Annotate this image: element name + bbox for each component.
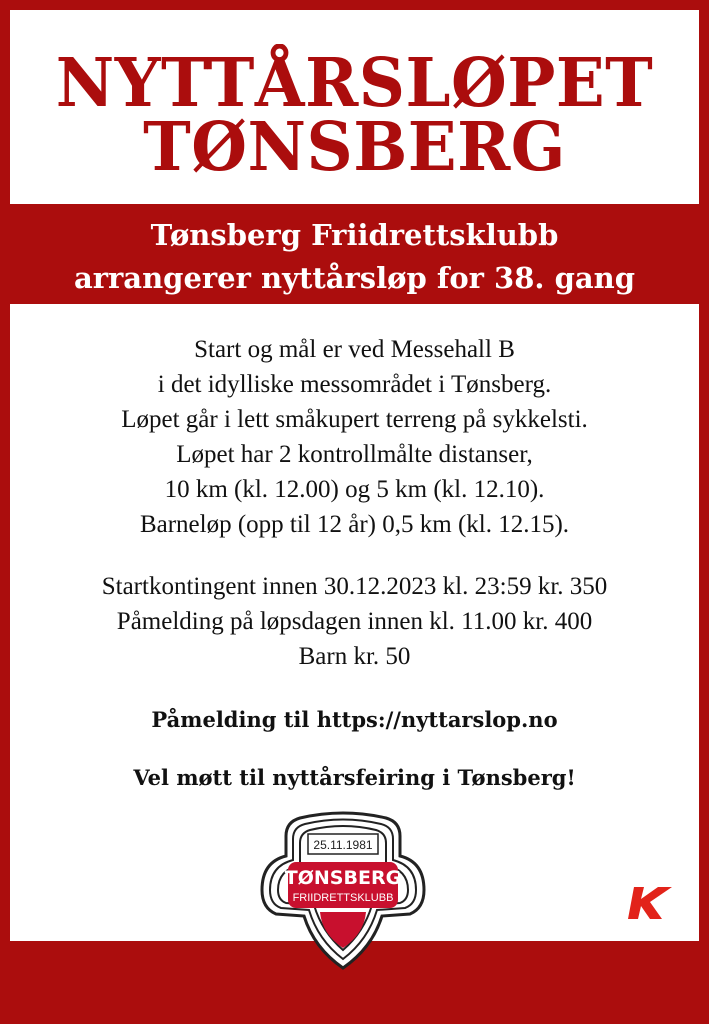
logo-name: TØNSBERG [284,867,402,889]
logo-club: FRIIDRETTSKLUBB [292,892,394,904]
fee-line: Påmelding på løpsdagen innen kl. 11.00 kr. 400 [116,608,593,635]
info-line: 10 km (kl. 12.00) og 5 km (kl. 12.10). [164,476,545,503]
info-line: Løpet går i lett småkupert terreng på sykkelsti. [121,406,588,433]
fee-line: Startkontingent innen 30.12.2023 kl. 23:59 kr. 350 [101,573,608,600]
sponsor-letter: K [626,885,627,886]
banner-line-2: arrangerer nyttårsløp for 38. gang [73,261,636,295]
sponsor-k-logo [626,885,674,921]
info-line: Barneløp (opp til 12 år) 0,5 km (kl. 12.15). [139,511,570,538]
fee-info [0,569,709,674]
banner-line-1: Tønsberg Friidrettsklubb [150,218,559,252]
signup-link[interactable]: Påmelding til https://nyttarslop.no [151,707,558,732]
page-title-line-1: NYTTÅRSLØPET [55,44,654,123]
logo-date: 25.11.1981 [313,838,373,852]
info-line: i det idylliske messområdet i Tønsberg. [157,371,552,398]
club-logo [260,808,426,970]
event-info [0,332,709,542]
page-title-line-2: TØNSBERG [143,108,566,187]
welcome-text: Vel møtt til nyttårsfeiring i Tønsberg! [133,765,576,790]
info-line: Start og mål er ved Messehall B [194,336,515,363]
info-line: Løpet har 2 kontrollmålte distanser, [176,441,533,468]
fee-line: Barn kr. 50 [298,643,411,670]
